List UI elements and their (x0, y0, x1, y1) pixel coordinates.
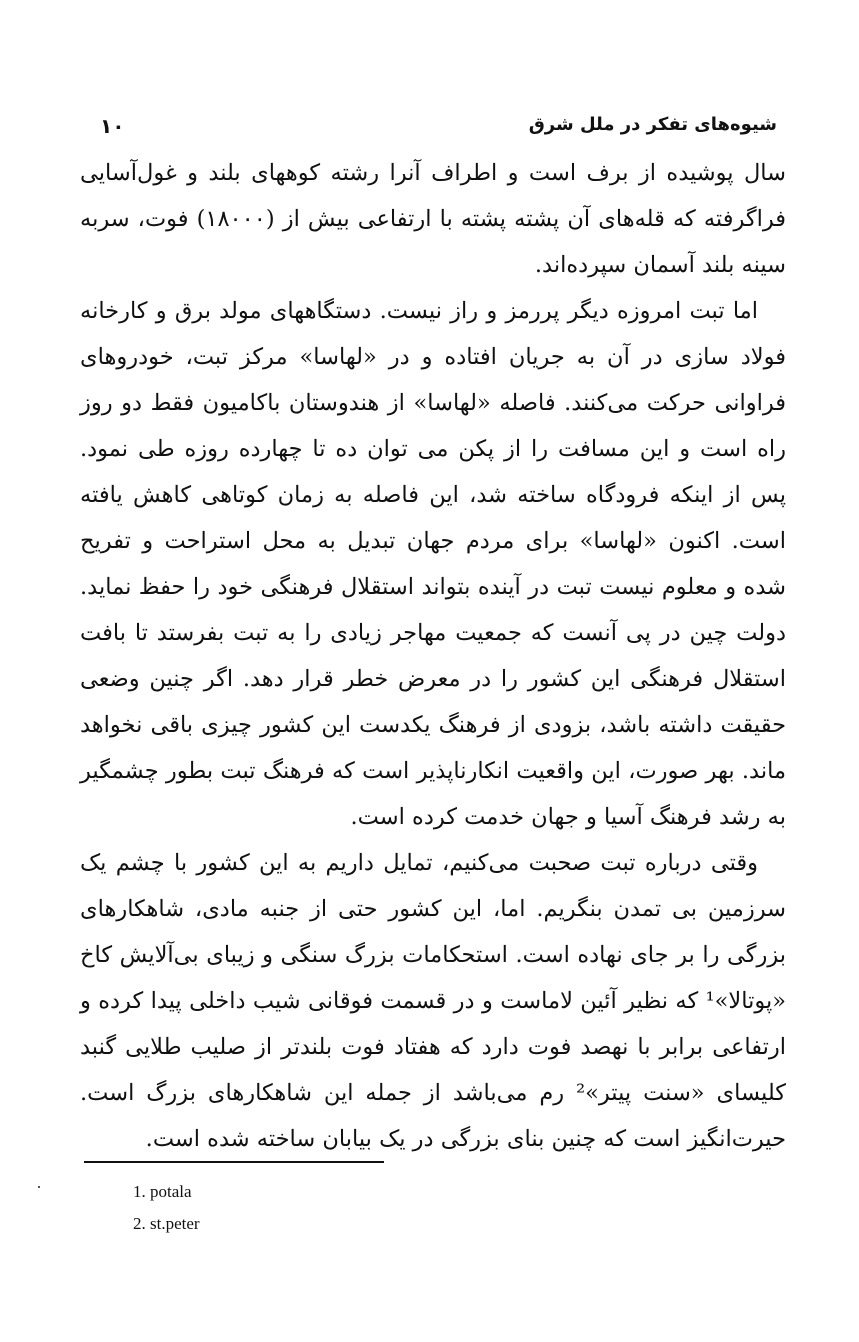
footnotes (133, 1176, 200, 1240)
scan-speck (38, 1186, 40, 1188)
body-text (80, 150, 786, 1162)
footnote-separator (84, 1161, 384, 1163)
running-header (100, 110, 777, 146)
paragraph-2: اما تبت امروزه دیگر پررمز و راز نیست. دستگاههای مولد برق و کارخانه فولاد سازی در آن به جریان افتاده و در «لهاسا» مرکز تبت، خودروهای فراوانی حرکت می‌کنند. فاصله «لهاسا» از هندوستان باکامیون فقط دو روز راه است و این مسافت را از پکن می توان ده تا چهارده روزه طی نمود. پس از اینکه فرودگاه ساخته شد، این فاصله به زمان کوتاهی کاهش یافته است. اکنون «لهاسا» برای مردم جهان تبدیل به محل استراحت و تفریح شده و معلوم نیست تبت در آینده بتواند استقلال فرهنگی خود را حفظ نماید. دولت چین در پی آنست که جمعیت مهاجر زیادی را به تبت بفرستد تا بافت استقلال فرهنگی این کشور را در معرض خطر قرار دهد. اگر چنین وضعی حقیقت داشته باشد، بزودی از فرهنگ یکدست این کشور چیزی باقی نخواهد ماند. بهر صورت، این واقعیت انکارناپذیر است که فرهنگ تبت بطور چشمگیر به رشد فرهنگ آسیا و جهان خدمت کرده است. (80, 298, 786, 830)
book-title: شیوه‌های تفکر در ملل شرق (528, 114, 777, 135)
footnote-2: 2. st.peter (133, 1214, 200, 1233)
page-number: ۱۰ (100, 114, 125, 138)
footnote-1: 1. potala (133, 1182, 192, 1201)
paragraph-3: وقتی درباره تبت صحبت می‌کنیم، تمایل داریم به این کشور با چشم یک سرزمین بی تمدن بنگریم. اما، این کشور حتی از جنبه مادی، شاهکارهای بزرگی را بر جای نهاده است. استحکامات بزرگ سنگی و زیبای بی‌آلایش کاخ «پوتالا»¹ که نظیر آئین لاماست و در قسمت فوقانی شیب داخلی پیدا کرده و ارتفاعی برابر با نهصد فوت دارد که هفتاد فوت بلندتر از صلیب طلایی گنبد کلیسای «سنت پیتر»² رم می‌باشد از جمله این شاهکارهای بزرگ است. حیرت‌انگیز است که چنین بنای بزرگی در یک بیابان ساخته شده است. (80, 850, 786, 1152)
paragraph-1: سال پوشیده از برف است و اطراف آنرا رشته کوههای بلند و غول‌آسایی فراگرفته که قله‌های آن پشته پشته با ارتفاعی بیش از (۱۸۰۰۰) فوت، سربه سینه بلند آسمان سپرده‌اند. (80, 160, 786, 278)
